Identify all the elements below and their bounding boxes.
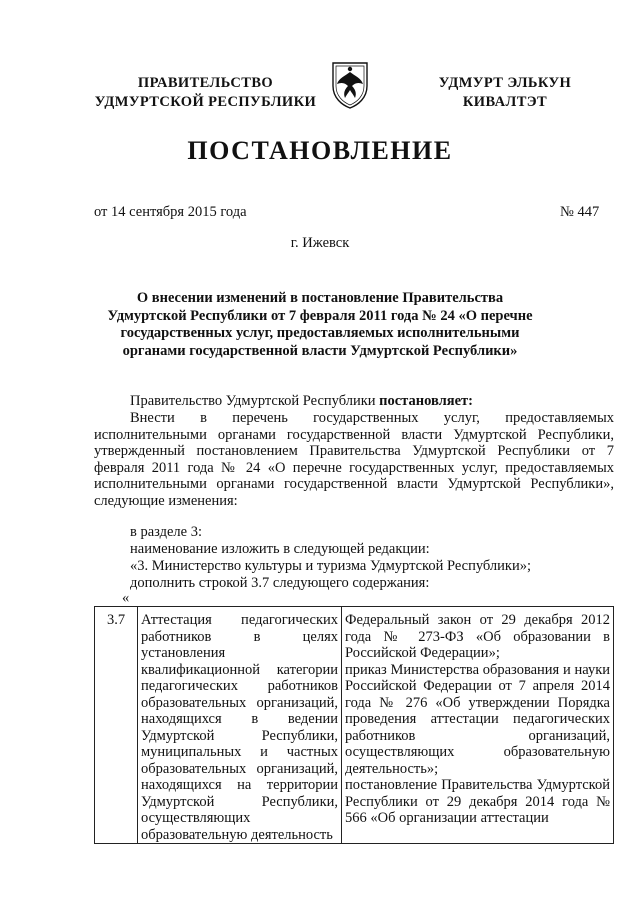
intro-bold-text: постановляет: bbox=[379, 393, 473, 409]
row-number-cell: 3.7 bbox=[95, 607, 138, 844]
add-text: дополнить строкой 3.7 следующего содержания: bbox=[130, 575, 430, 591]
legal-basis-3: постановление Правительства Удмуртской Республики от 29 декабря 2014 года № 566 «Об организации аттестации bbox=[345, 777, 610, 826]
document-title: ПОСТАНОВЛЕНИЕ bbox=[187, 136, 453, 165]
document-date: от 14 сентября 2015 года bbox=[94, 204, 247, 220]
services-table bbox=[94, 606, 614, 844]
opening-quote: « bbox=[122, 590, 130, 606]
legal-basis-cell bbox=[342, 607, 614, 844]
name-line bbox=[94, 541, 614, 558]
document-subject: О внесении изменений в постановление Правительства Удмуртской Республики от 7 февраля 2011 года № 24 «О перечне государственных услуг, предоставляемых исполнительными органами государственной власти Удмуртской Республики» bbox=[107, 290, 533, 359]
header-left-line1: ПРАВИТЕЛЬСТВО bbox=[137, 75, 274, 91]
section-line bbox=[94, 524, 614, 541]
intro-line bbox=[94, 393, 614, 410]
intro-paragraph bbox=[94, 393, 614, 410]
header-right-line1: УДМУРТ ЭЛЬКУН bbox=[438, 75, 572, 91]
name-text: наименование изложить в следующей редакции: bbox=[130, 541, 430, 557]
table-row bbox=[95, 607, 614, 844]
service-name-cell: Аттестация педагогических работников в целях установления квалификационной категории педагогических работников образовательных организаций, находящихся в ведении Удмуртской Республики, муниципальных и частных образовательных организаций, находящихся на территории Удмуртской Республики, осуществляющих образовательную деятельность bbox=[138, 607, 342, 844]
document-number: № 447 bbox=[560, 204, 600, 220]
udmurt-coat-of-arms-icon bbox=[328, 60, 372, 110]
add-line bbox=[94, 575, 614, 592]
intro-text: Правительство Удмуртской Республики bbox=[130, 393, 380, 409]
amendment-text: Внести в перечень государственных услуг, предоставляемых исполнительными органами государственной власти Удмуртской Республики, утвержденный постановлением Правительства Удмуртской Республики от 7 февраля 2011 года № 24 «О перечне государственных услуг, предоставляемых исполнительными органами государственной власти Удмуртской Республики», следующие изменения: bbox=[94, 410, 614, 509]
header-right-line2: КИВАЛТЭТ bbox=[462, 94, 548, 110]
legal-basis-2: приказ Министерства образования и науки Российской Федерации от 7 апреля 2014 года № 276 «Об утверждении Порядка проведения аттестации педагогических работников организаций, осуществляющих образовательную деятельность»; bbox=[345, 661, 610, 777]
section-text: в разделе 3: bbox=[130, 524, 203, 540]
ministry-line bbox=[94, 558, 614, 575]
document-city: г. Ижевск bbox=[290, 235, 350, 251]
header-left-line2: УДМУРТСКОЙ РЕСПУБЛИКИ bbox=[94, 94, 317, 110]
legal-basis-1: Федеральный закон от 29 декабря 2012 года № 273-ФЗ «Об образовании в Российской Федерации»; bbox=[345, 612, 610, 661]
header-left bbox=[88, 74, 323, 112]
amendment-paragraph bbox=[94, 410, 614, 509]
ministry-text: «3. Министерство культуры и туризма Удмуртской Республики»; bbox=[130, 558, 531, 574]
header-right bbox=[420, 74, 590, 112]
